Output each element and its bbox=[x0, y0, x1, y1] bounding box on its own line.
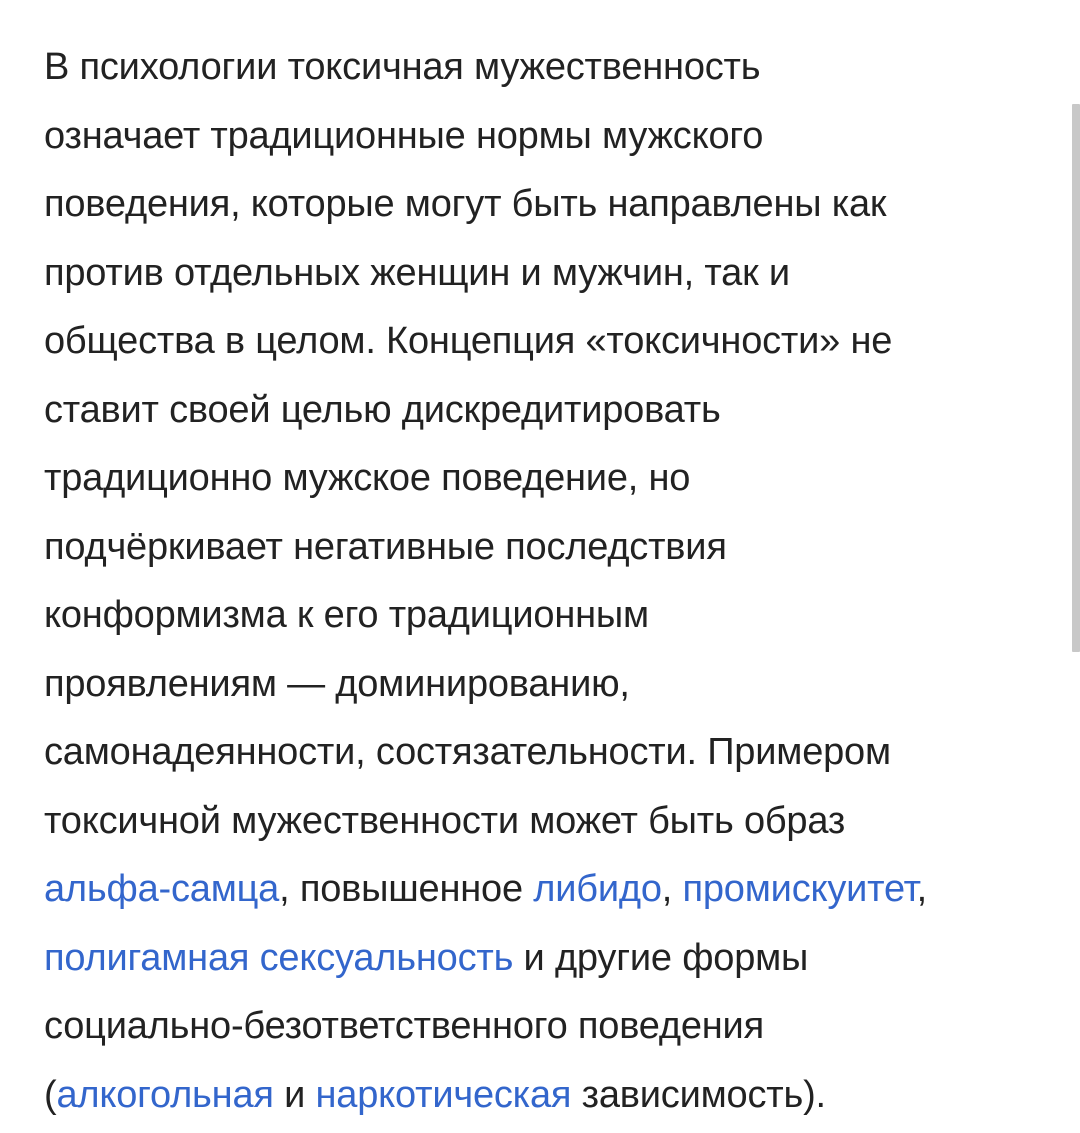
link-alpha-male[interactable]: альфа-самца bbox=[44, 868, 280, 910]
paragraph-line: социально-безответственного поведения bbox=[44, 1005, 764, 1047]
paragraph-line: ставит своей целью дискредитировать bbox=[44, 388, 721, 431]
paragraph-line bbox=[44, 1061, 1054, 1130]
paragraph-line: означает традиционные нормы мужского bbox=[44, 114, 764, 157]
paragraph-line: самонадеянности, состязательности. Примером bbox=[44, 731, 891, 773]
paragraph-line: проявлениям — доминированию, bbox=[44, 662, 630, 705]
link-libido[interactable]: либидо bbox=[533, 868, 662, 910]
paragraph-line: против отдельных женщин и мужчин, так и bbox=[44, 251, 790, 294]
scrollbar-thumb[interactable] bbox=[1072, 104, 1080, 652]
inline-text: , bbox=[661, 868, 683, 910]
link-promiscuity[interactable]: промискуитет bbox=[682, 868, 917, 910]
vertical-scrollbar[interactable] bbox=[1072, 104, 1080, 652]
paragraph-line: поведения, которые могут быть направлены как bbox=[44, 183, 887, 225]
paragraph-line: токсичной мужественности может быть образ bbox=[44, 799, 846, 842]
inline-text: , bbox=[916, 868, 927, 910]
paragraph-line: подчёркивает негативные последствия bbox=[44, 525, 727, 568]
article-paragraph bbox=[44, 33, 1054, 1129]
paragraph-line: конформизма к его традиционным bbox=[44, 594, 649, 636]
link-polygamous-sexuality[interactable]: полигамная сексуальность bbox=[44, 936, 514, 979]
paragraph-line: В психологии токсичная мужественность bbox=[44, 46, 761, 88]
inline-text: и другие формы bbox=[513, 936, 809, 979]
paragraph-line: общества в целом. Концепция «токсичности» не bbox=[44, 320, 893, 362]
link-alcohol-dependence[interactable]: алкогольная bbox=[56, 1073, 274, 1116]
inline-text: ( bbox=[44, 1073, 57, 1116]
paragraph-line bbox=[44, 855, 1054, 924]
paragraph-line bbox=[44, 924, 1054, 993]
inline-text: зависимость). bbox=[571, 1073, 826, 1116]
inline-text: , повышенное bbox=[279, 868, 534, 910]
paragraph-line: традиционно мужское поведение, но bbox=[44, 457, 691, 499]
link-drug-dependence[interactable]: наркотическая bbox=[315, 1073, 572, 1116]
inline-text: и bbox=[273, 1073, 316, 1116]
